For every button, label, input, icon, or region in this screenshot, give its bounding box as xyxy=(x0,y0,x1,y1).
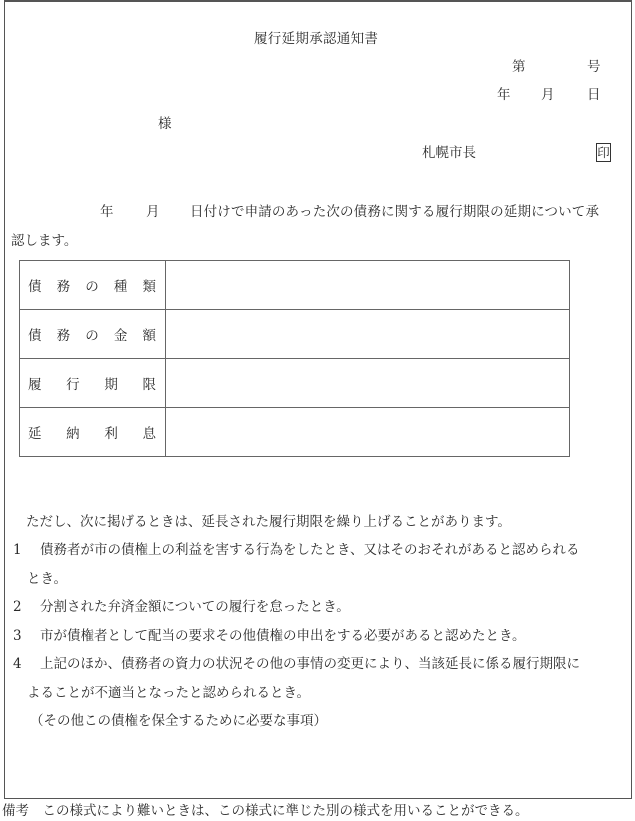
issuer-name: 札幌市長 xyxy=(422,145,476,161)
number-suffix: 号 xyxy=(587,59,601,75)
row-label-text xyxy=(20,373,165,393)
other-matters-note: （その他この債権を保全するために必要な事項） xyxy=(30,713,327,729)
table-row xyxy=(20,359,570,408)
label-char: 息 xyxy=(142,426,156,442)
table-row xyxy=(20,310,570,359)
application-month-label: 月 xyxy=(146,204,160,220)
condition-number: 4 xyxy=(13,656,22,672)
condition-item-1-continued: とき。 xyxy=(27,571,67,587)
condition-text: 分割された弁済金額についての履行を怠ったとき。 xyxy=(40,599,350,615)
condition-text: 債務者が市の債権上の利益を害する行為をしたとき、又はそのおそれがあると認められる xyxy=(40,542,580,558)
label-char: 履 xyxy=(28,377,42,393)
approval-sentence-line1: 日付けで申請のあった次の債務に関する履行期限の延期について承 xyxy=(190,204,600,220)
row-label xyxy=(20,359,166,408)
condition-item-3 xyxy=(13,630,525,644)
label-char: の xyxy=(85,279,99,295)
debt-details-table xyxy=(19,260,570,457)
row-value-field[interactable] xyxy=(166,359,570,408)
approval-sentence-line2: 認します。 xyxy=(11,233,78,249)
label-char: 納 xyxy=(66,426,80,442)
label-char: 利 xyxy=(104,426,118,442)
row-label-text xyxy=(20,324,165,344)
table-row xyxy=(20,261,570,310)
condition-item-2 xyxy=(13,601,350,615)
conditions-intro: ただし、次に掲げるときは、延長された履行期限を繰り上げることがあります。 xyxy=(26,514,511,530)
label-char: 債 xyxy=(28,328,42,344)
row-value-field[interactable] xyxy=(166,261,570,310)
condition-text: 上記のほか、債務者の資力の状況その他の事情の変更により、当該延長に係る履行期限に xyxy=(40,656,580,672)
date-year-label: 年 xyxy=(497,87,511,103)
condition-text: 市が債権者として配当の要求その他債権の申出をする必要があると認めたとき。 xyxy=(40,628,526,644)
date-day-label: 日 xyxy=(587,87,601,103)
label-char: 限 xyxy=(142,377,156,393)
row-value-field[interactable] xyxy=(166,408,570,457)
label-char: 種 xyxy=(113,279,128,295)
label-char: 務 xyxy=(56,279,71,295)
label-char: 務 xyxy=(56,328,71,344)
condition-item-4-continued: よることが不適当となったと認められるとき。 xyxy=(27,685,310,701)
number-prefix: 第 xyxy=(512,59,526,75)
table-row xyxy=(20,408,570,457)
seal-stamp: 印 xyxy=(597,145,610,160)
label-char: 類 xyxy=(142,279,156,295)
date-month-label: 月 xyxy=(541,87,555,103)
row-label-text xyxy=(20,422,165,442)
condition-number: 1 xyxy=(13,542,22,558)
application-year-label: 年 xyxy=(100,204,114,220)
condition-number: 3 xyxy=(13,628,22,644)
label-char: 行 xyxy=(66,377,80,393)
label-char: 延 xyxy=(28,426,42,442)
condition-item-1 xyxy=(13,544,579,558)
row-label xyxy=(20,310,166,359)
row-label xyxy=(20,408,166,457)
row-label xyxy=(20,261,166,310)
condition-number: 2 xyxy=(13,599,22,615)
row-value-field[interactable] xyxy=(166,310,570,359)
addressee-suffix: 様 xyxy=(158,116,172,132)
condition-item-4 xyxy=(13,658,580,672)
label-char: 額 xyxy=(142,328,156,344)
document-title: 履行延期承認通知書 xyxy=(254,31,379,47)
label-char: 金 xyxy=(113,328,128,344)
label-char: 債 xyxy=(28,279,42,295)
remarks-footnote: 備考 この様式により難いときは、この様式に準じた別の様式を用いることができる。 xyxy=(2,803,529,819)
row-label-text xyxy=(20,275,165,295)
label-char: 期 xyxy=(104,377,118,393)
label-char: の xyxy=(85,328,99,344)
